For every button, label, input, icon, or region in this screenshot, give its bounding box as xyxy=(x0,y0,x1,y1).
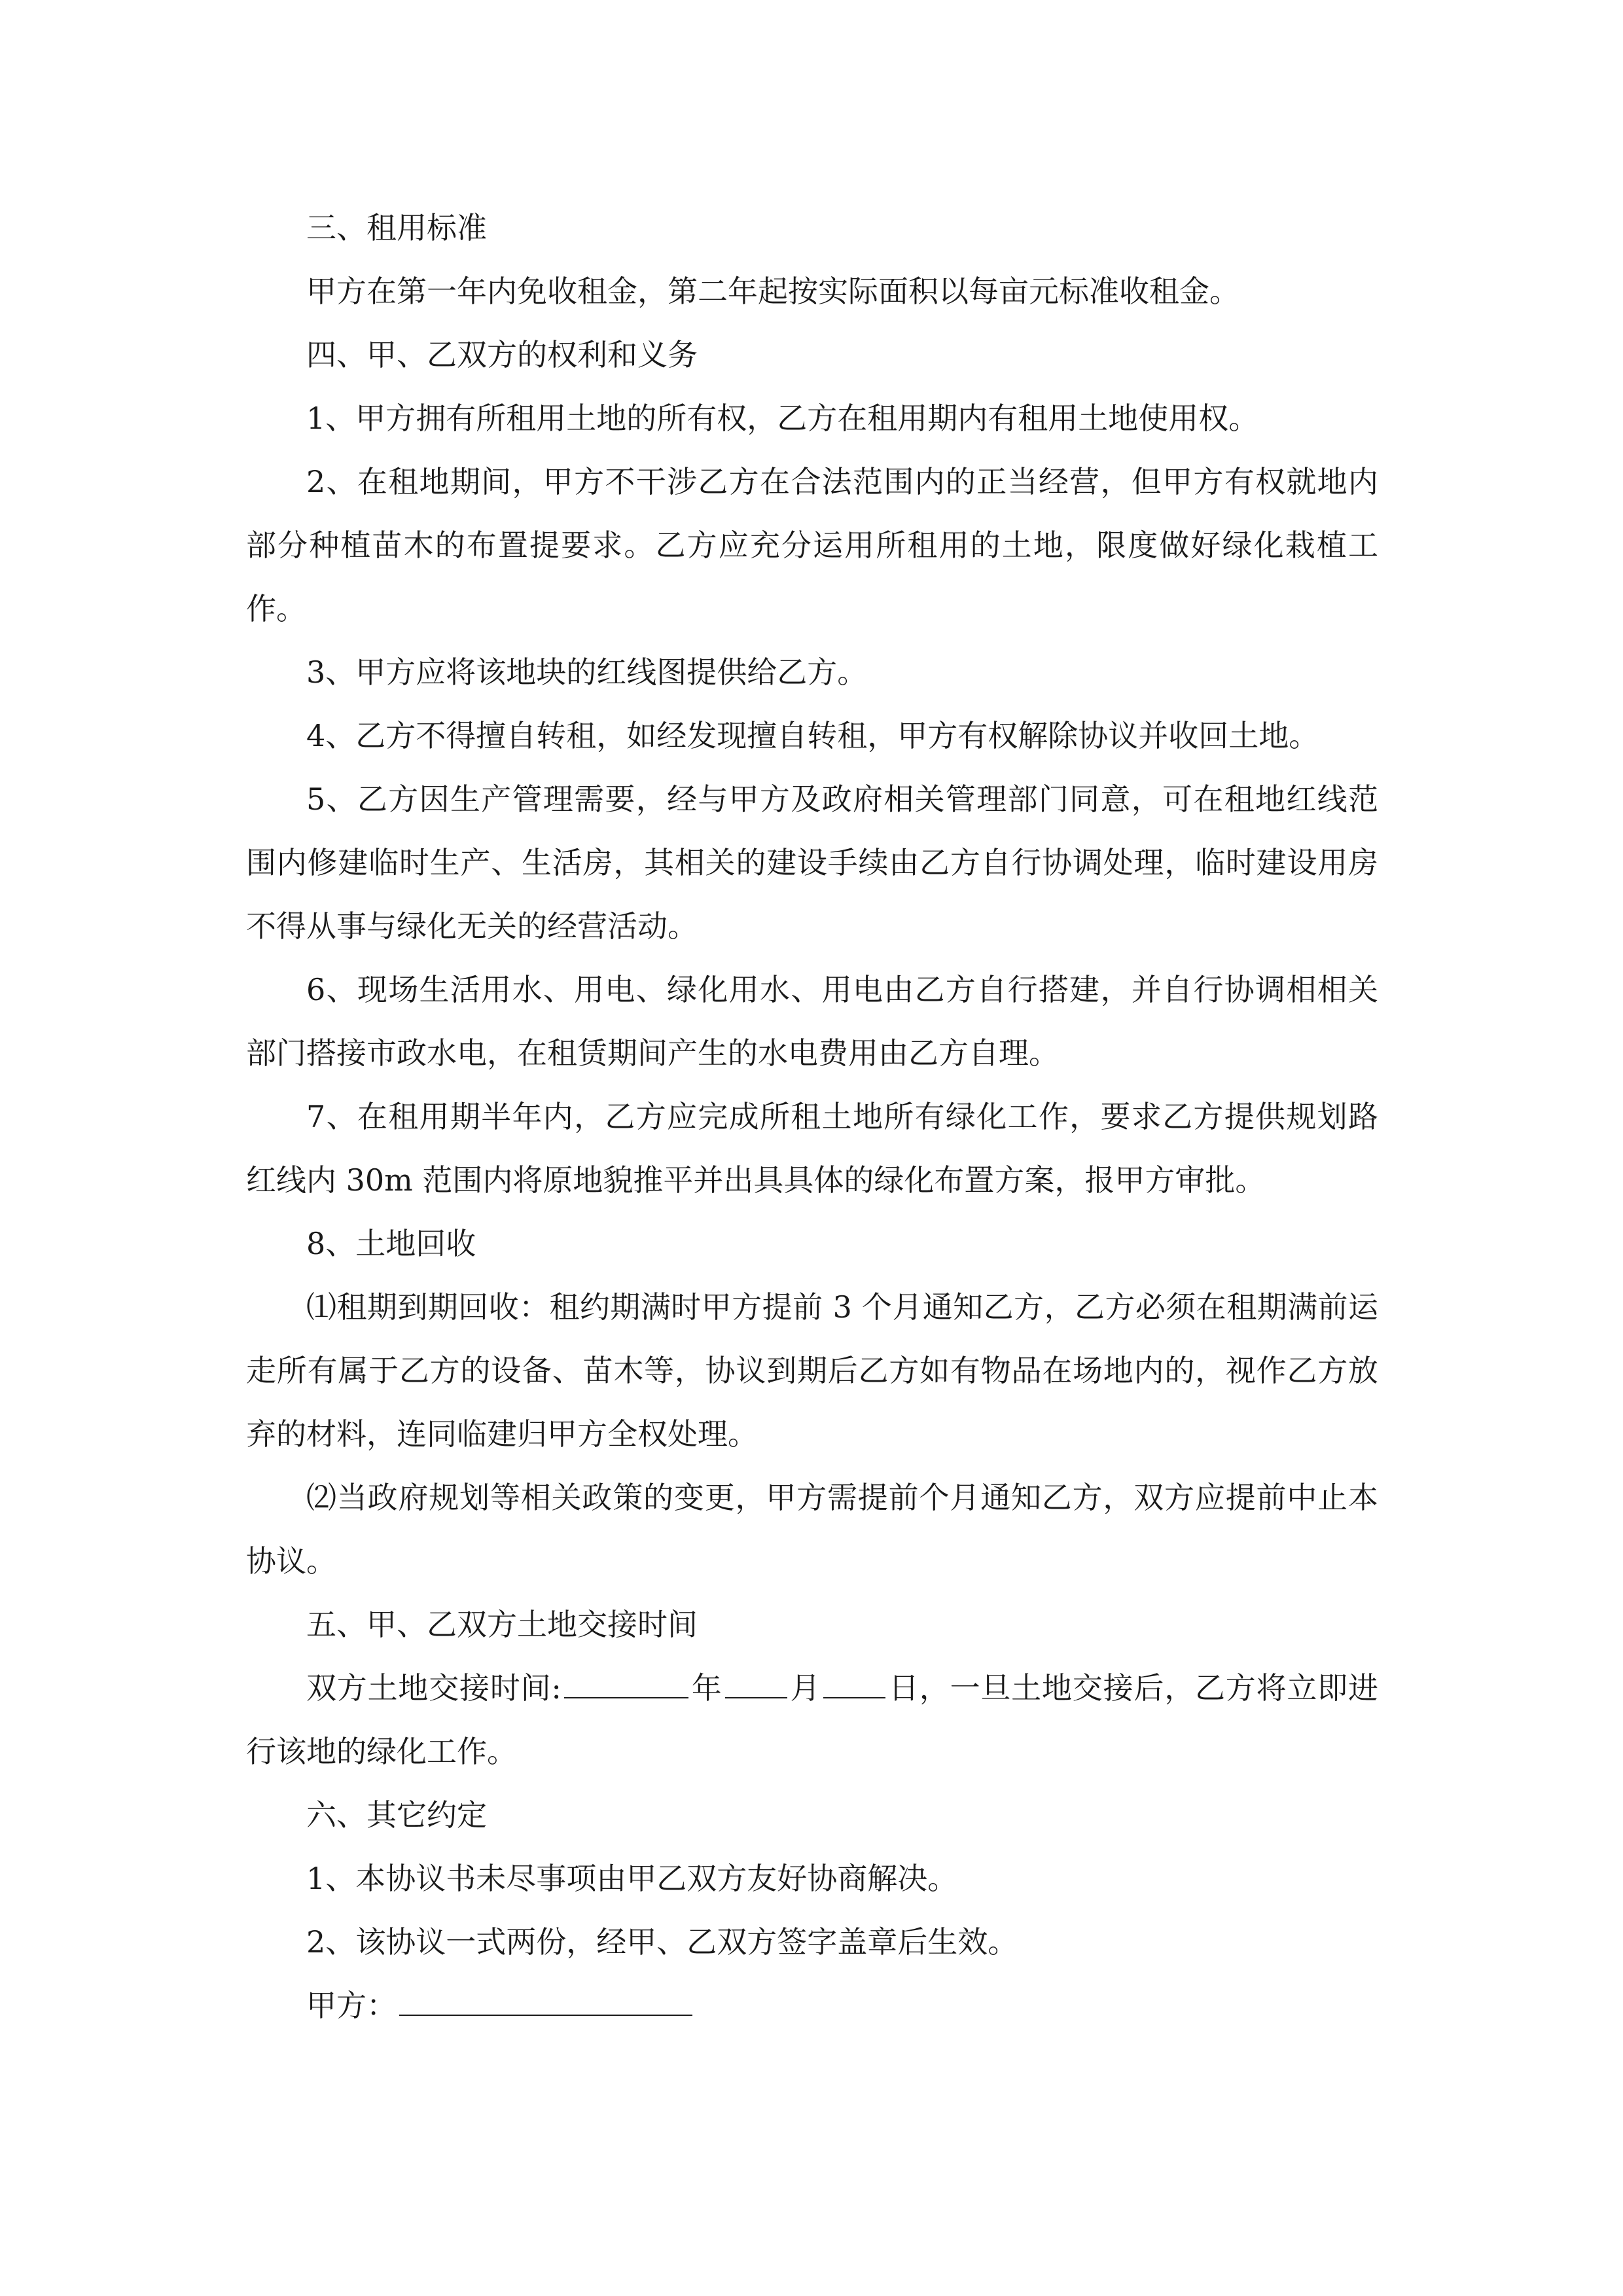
handover-prefix: 双方土地交接时间: xyxy=(306,1670,562,1706)
party-a-signature-blank xyxy=(399,1984,692,2016)
paragraph-rent-terms: 甲方在第一年内免收租金，第二年起按实际面积以每亩元标准收租金。 xyxy=(306,274,1240,309)
other-clause-1: 1、本协议书未尽事项由甲乙双方友好协商解决。 xyxy=(306,1861,958,1896)
handover-suffix: ，一旦土地交接后，乙方将立即进行该地的绿化工作。 xyxy=(246,1670,1379,1769)
clause-8: 8、土地回收 xyxy=(306,1226,476,1261)
section-heading-other-terms: 六、其它约定 xyxy=(306,1797,487,1833)
section-heading-handover-time: 五、甲、乙双方土地交接时间 xyxy=(306,1607,698,1642)
clause-2: 2、在租地期间，甲方不干涉乙方在合法范围内的正当经营，但甲方有权就地内部分种植苗木的布置提要求。乙方应充分运用所租用的土地，限度做好绿化栽植工作。 xyxy=(246,464,1378,626)
clause-5: 5、乙方因生产管理需要，经与甲方及政府相关管理部门同意，可在租地红线范围内修建临时生产、生活房，其相关的建设手续由乙方自行协调处理，临时建设用房不得从事与绿化无关的经营活动。 xyxy=(246,781,1378,944)
section-heading-rent-standard: 三、租用标准 xyxy=(306,210,487,245)
clause-7: 7、在租用期半年内，乙方应完成所租土地所有绿化工作，要求乙方提供规划路红线内 30m 范围内将原地貌推平并出具具体的绿化布置方案，报甲方审批。 xyxy=(246,1099,1378,1198)
month-blank xyxy=(725,1667,787,1698)
clause-4: 4、乙方不得擅自转租，如经发现擅自转租，甲方有权解除协议并收回土地。 xyxy=(306,718,1319,753)
day-label: 日 xyxy=(888,1670,919,1706)
year-label: 年 xyxy=(690,1670,722,1706)
document-body xyxy=(246,196,1378,2037)
clause-6: 6、现场生活用水、用电、绿化用水、用电由乙方自行搭建，并自行协调相相关部门搭接市政水电，在租赁期间产生的水电费用由乙方自理。 xyxy=(246,972,1378,1071)
paragraph-handover-date xyxy=(246,1657,1378,1784)
clause-8-sub-1: ⑴租期到期回收：租约期满时甲方提前 3 个月通知乙方，乙方必须在租期满前运走所有属于乙方的设备、苗木等，协议到期后乙方如有物品在场地内的，视作乙方放弃的材料，连同临建归甲方全权处理。 xyxy=(246,1289,1378,1452)
clause-3: 3、甲方应将该地块的红线图提供给乙方。 xyxy=(306,655,868,690)
month-label: 月 xyxy=(789,1670,821,1706)
other-clause-2: 2、该协议一式两份，经甲、乙双方签字盖章后生效。 xyxy=(306,1924,1018,1960)
section-heading-rights-obligations: 四、甲、乙双方的权利和义务 xyxy=(306,337,698,372)
signature-line-party-a xyxy=(246,1974,1378,2037)
party-a-label: 甲方： xyxy=(306,1988,397,2023)
clause-8-sub-2: ⑵当政府规划等相关政策的变更，甲方需提前个月通知乙方，双方应提前中止本协议。 xyxy=(246,1480,1378,1579)
day-blank xyxy=(823,1667,885,1698)
year-blank xyxy=(564,1667,688,1698)
clause-1: 1、甲方拥有所租用土地的所有权，乙方在租用期内有租用土地使用权。 xyxy=(306,401,1259,436)
